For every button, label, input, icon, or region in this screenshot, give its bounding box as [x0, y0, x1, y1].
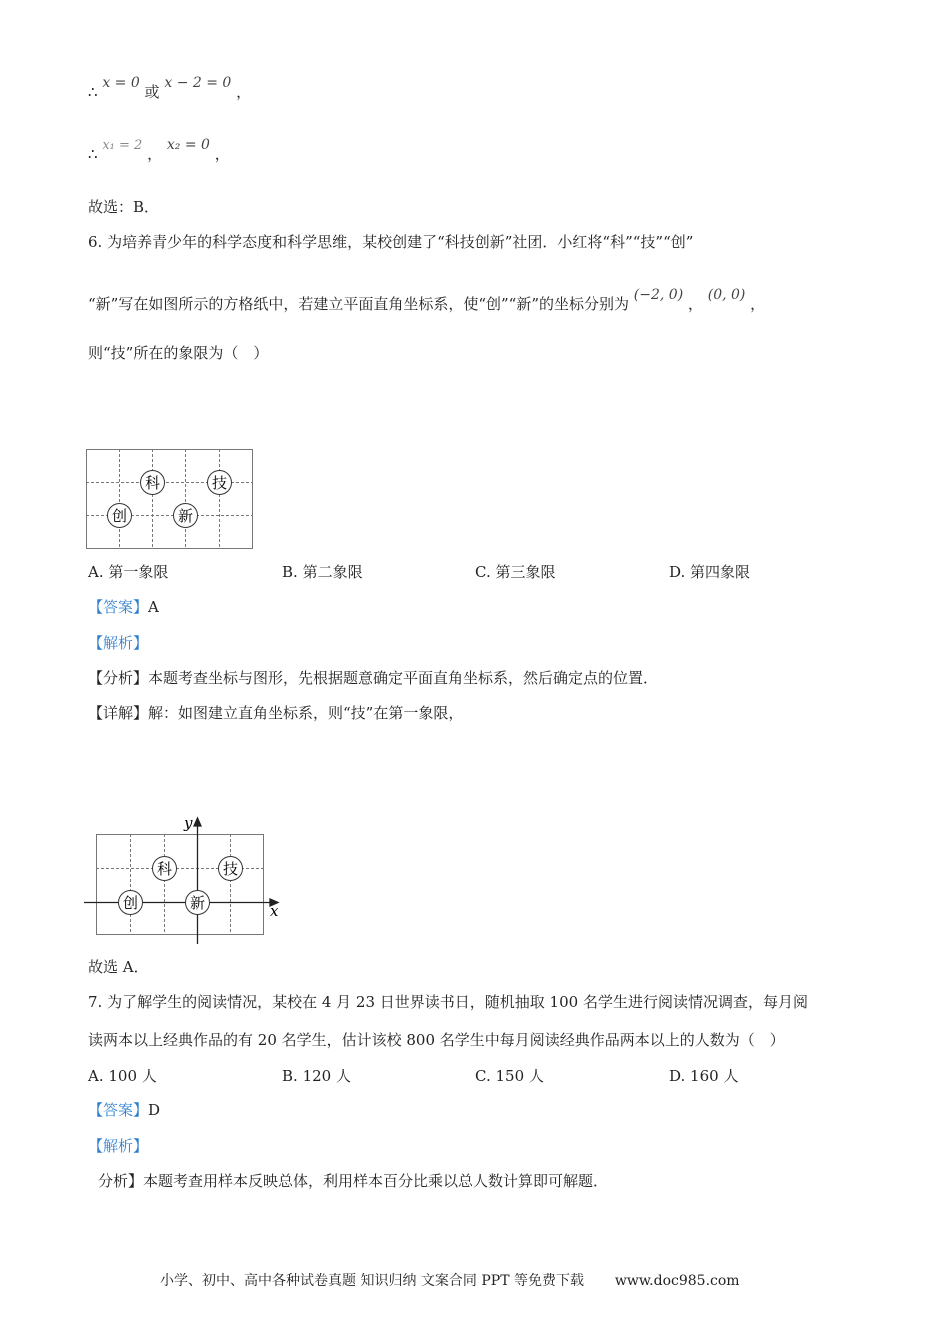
svg-text:科: 科 [144, 474, 161, 492]
q6-option-d: D. 第四象限 [669, 563, 751, 581]
footer-url-link[interactable]: www.doc985.com [614, 1273, 740, 1289]
choose-a-text: 故选 A． [88, 958, 149, 976]
q7-analysis-tag: 【解析】 [88, 1137, 149, 1155]
coordinate-separator: ， [687, 295, 703, 313]
q6-option-c: C. 第三象限 [475, 563, 556, 581]
char-ke-circle [141, 471, 165, 495]
q6-stem-line-2 [88, 287, 766, 315]
q6-option-a: A. 第一象限 [88, 563, 169, 581]
q6-stem-line-2-text: “新”写在如图所示的方格纸中，若建立平面直角坐标系，使“创”“新”的坐标分别为 [88, 295, 630, 313]
q6-option-b: B. 第二象限 [282, 563, 363, 581]
grid-figure-2-with-axes [84, 814, 284, 946]
y-axis-arrow [194, 818, 201, 826]
grid-lines [96, 834, 264, 935]
line-end-comma: ， [750, 295, 766, 313]
char-ji-circle [208, 471, 232, 495]
q7-stem-line-2: 读两本以上经典作品的有 20 名学生，估计该校 800 名学生中每月阅读经典作品两本以上的人数为（ ） [88, 1031, 785, 1049]
q7-stem-line-1: 7. 为了解学生的阅读情况，某校在 4 月 23 日世界读书日，随机抽取 100 名学生进行阅读情况调查，每月阅 [88, 993, 808, 1011]
svg-text:创: 创 [122, 894, 139, 912]
q7-option-b: B. 120 人 [282, 1067, 351, 1085]
answer-tag: 【答案】 [88, 598, 149, 616]
char-ke-circle [153, 857, 177, 881]
coordinate-chuang: (−2, 0) [633, 287, 684, 303]
char-chuang-circle [108, 504, 132, 528]
equation-x-zero: x = 0 [102, 75, 140, 91]
x-axis-label: x [270, 902, 279, 920]
q6-answer [88, 597, 159, 617]
char-xin-circle [186, 891, 210, 915]
footer-text: 小学、初中、高中各种试卷真题 知识归纳 文案合同 PPT 等免费下载 [160, 1273, 584, 1289]
q7-answer [88, 1100, 160, 1120]
q7-fenxi: 分析】本题考查用样本反映总体，利用样本百分比乘以总人数计算即可解题． [98, 1172, 609, 1190]
separator: ， [147, 145, 163, 163]
or-word: 或 [144, 83, 160, 101]
x2-value: x₂ = 0 [166, 137, 210, 153]
svg-text:技: 技 [211, 474, 228, 492]
q6-analysis-tag: 【解析】 [88, 634, 149, 652]
equation-x-minus-two: x − 2 = 0 [164, 75, 232, 91]
coordinate-xin: (0, 0) [707, 287, 746, 303]
q6-fenxi: 【分析】本题考查坐标与图形，先根据题意确定平面直角坐标系，然后确定点的位置． [88, 669, 659, 687]
solution-line-2 [88, 137, 230, 166]
comma: ， [236, 83, 252, 101]
q7-option-c: C. 150 人 [475, 1067, 544, 1085]
char-chuang-circle [119, 891, 143, 915]
comma: ， [214, 145, 230, 163]
page-footer [160, 1270, 740, 1290]
choose-b-text: 故选：B． [88, 198, 160, 216]
q6-xiangjie: 【详解】解：如图建立直角坐标系，则“技”在第一象限， [88, 704, 464, 722]
solution-line-1 [88, 75, 252, 103]
answer-value: A [148, 598, 159, 616]
grid-lines [86, 449, 253, 549]
answer-value: D [148, 1101, 161, 1119]
char-ji-circle [219, 857, 243, 881]
svg-text:技: 技 [222, 860, 239, 878]
q7-option-d: D. 160 人 [669, 1067, 739, 1085]
q6-stem-line-3: 则“技”所在的象限为（ ） [88, 344, 269, 362]
q6-stem-line-1: 6. 为培养青少年的科学态度和科学思维，某校创建了“科技创新”社团．小红将“科”“技”“创” [88, 233, 694, 251]
answer-tag: 【答案】 [88, 1101, 149, 1119]
therefore-symbol: ∴ [88, 145, 98, 163]
grid-figure-1 [86, 449, 254, 550]
x1-value: x₁ = 2 [102, 138, 143, 153]
svg-text:创: 创 [111, 507, 128, 525]
therefore-symbol: ∴ [88, 83, 98, 101]
svg-text:新: 新 [189, 894, 206, 912]
y-axis-label: y [184, 814, 193, 832]
coordinate-axes [84, 818, 278, 944]
char-xin-circle [174, 504, 198, 528]
q7-option-a: A. 100 人 [88, 1067, 157, 1085]
svg-text:新: 新 [177, 507, 194, 525]
svg-text:科: 科 [156, 860, 173, 878]
